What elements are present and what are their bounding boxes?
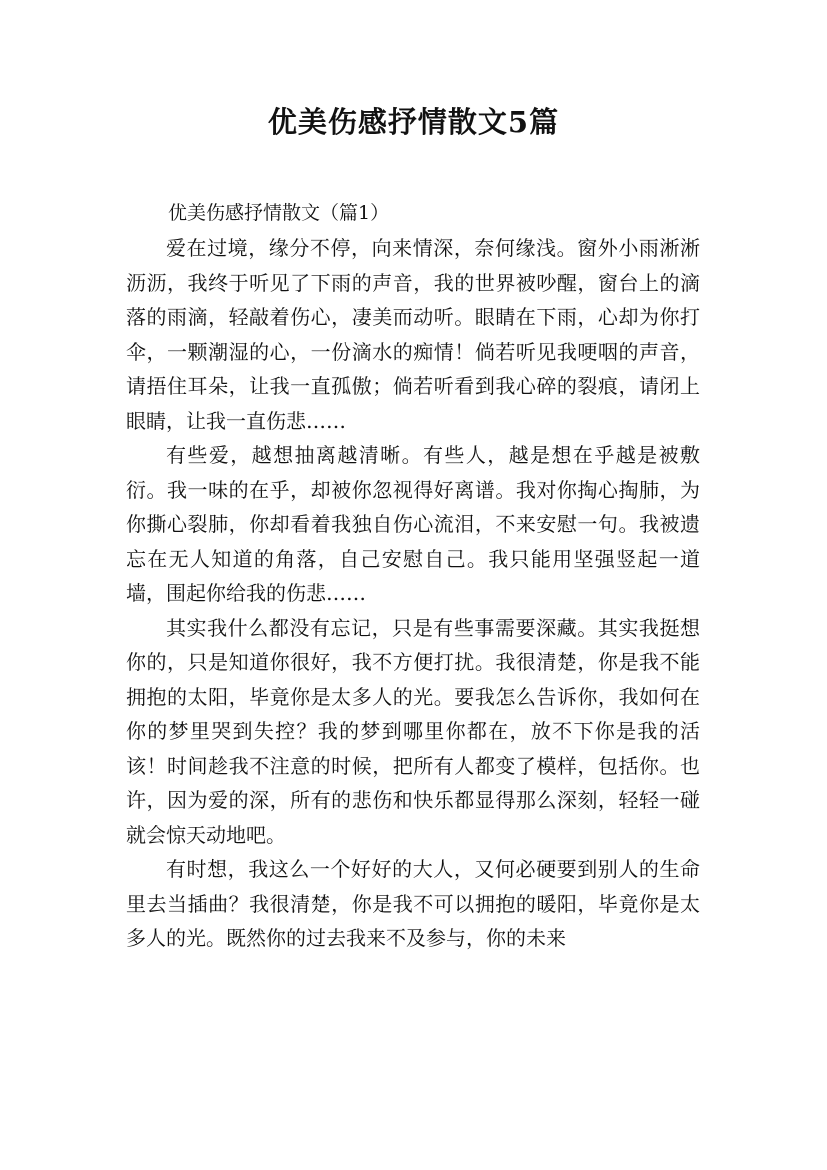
paragraph-4: 有时想，我这么一个好好的大人，又何必硬要到别人的生命里去当插曲？我很清楚，你是我不可以拥抱的暖阳，毕竟你是太多人的光。既然你的过去我来不及参与，你的未来 xyxy=(126,857,700,950)
document-body xyxy=(126,196,700,956)
paragraph-1: 爱在过境，缘分不停，向来情深，奈何缘浅。窗外小雨淅淅沥沥，我终于听见了下雨的声音，我的世界被吵醒，窗台上的滴落的雨滴，轻敲着伤心，凄美而动听。眼睛在下雨，心却为你打伞，一颗潮湿的心，一份滴水的痴情！倘若听见我哽咽的声音，请捂住耳朵，让我一直孤傲；倘若听看到我心碎的裂痕，请闭上眼睛，让我一直伤悲…… xyxy=(126,236,700,433)
section-heading: 优美伤感抒情散文（篇1） xyxy=(168,202,390,224)
paragraph-3: 其实我什么都没有忘记，只是有些事需要深藏。其实我挺想你的，只是知道你很好，我不方便打扰。我很清楚，你是我不能拥抱的太阳，毕竟你是太多人的光。要我怎么告诉你，我如何在你的梦里哭到失控？我的梦到哪里你都在，放不下你是我的活该！时间趁我不注意的时候，把所有人都变了模样，包括你。也许，因为爱的深，所有的悲伤和快乐都显得那么深刻，轻轻一碰就会惊天动地吧。 xyxy=(126,615,700,847)
document-title: 优美伤感抒情散文5篇 xyxy=(267,105,560,139)
paragraph-2: 有些爱，越想抽离越清晰。有些人，越是想在乎越是被敷衍。我一味的在乎，却被你忽视得好离谱。我对你掏心掏肺，为你撕心裂肺，你却看着我独自伤心流泪，不来安慰一句。我被遗忘在无人知道的角落，自己安慰自己。我只能用坚强竖起一道墙，围起你给我的伤悲…… xyxy=(126,443,700,605)
